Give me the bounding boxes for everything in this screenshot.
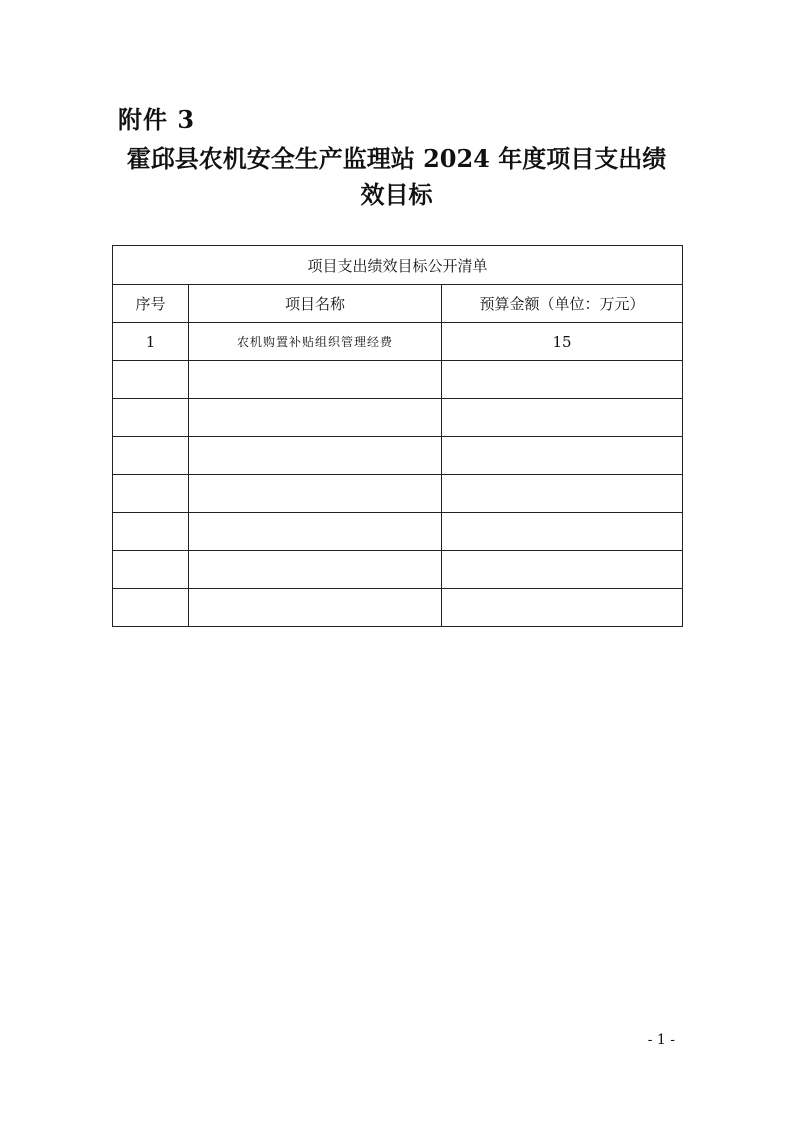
cell-serial-number (113, 513, 189, 551)
header-budget-amount: 预算金额（单位：万元） (442, 285, 683, 323)
table-caption: 项目支出绩效目标公开清单 (113, 246, 683, 285)
table-row (113, 361, 683, 399)
header-project-name: 项目名称 (189, 285, 442, 323)
table-row (113, 551, 683, 589)
cell-budget-amount (442, 589, 683, 627)
cell-project-name (189, 399, 442, 437)
cell-project-name (189, 475, 442, 513)
document-title-line-2: 效目标 (360, 180, 433, 209)
cell-budget-amount: 15 (442, 323, 683, 361)
cell-budget-amount (442, 475, 683, 513)
cell-project-name (189, 437, 442, 475)
cell-serial-number (113, 589, 189, 627)
table-row (113, 437, 683, 475)
cell-serial-number: 1 (113, 323, 189, 361)
cell-project-name: 农机购置补贴组织管理经费 (189, 323, 442, 361)
cell-project-name (189, 589, 442, 627)
cell-budget-amount (442, 437, 683, 475)
cell-budget-amount (442, 399, 683, 437)
table-row (113, 513, 683, 551)
cell-budget-amount (442, 361, 683, 399)
table-caption-row (113, 246, 683, 285)
cell-serial-number (113, 475, 189, 513)
cell-serial-number (113, 361, 189, 399)
cell-serial-number (113, 551, 189, 589)
cell-budget-amount (442, 551, 683, 589)
table-row (113, 475, 683, 513)
performance-target-table (112, 245, 683, 627)
document-title-line-1: 霍邱县农机安全生产监理站 2024 年度项目支出绩 (126, 144, 667, 173)
cell-serial-number (113, 399, 189, 437)
cell-serial-number (113, 437, 189, 475)
page-number: - 1 - (647, 1032, 675, 1048)
table-header-row (113, 285, 683, 323)
header-serial-number: 序号 (113, 285, 189, 323)
attachment-label: 附件 3 (118, 105, 196, 134)
cell-budget-amount (442, 513, 683, 551)
table-row (113, 589, 683, 627)
table-row (113, 399, 683, 437)
cell-project-name (189, 551, 442, 589)
table-row (113, 323, 683, 361)
cell-project-name (189, 513, 442, 551)
cell-project-name (189, 361, 442, 399)
